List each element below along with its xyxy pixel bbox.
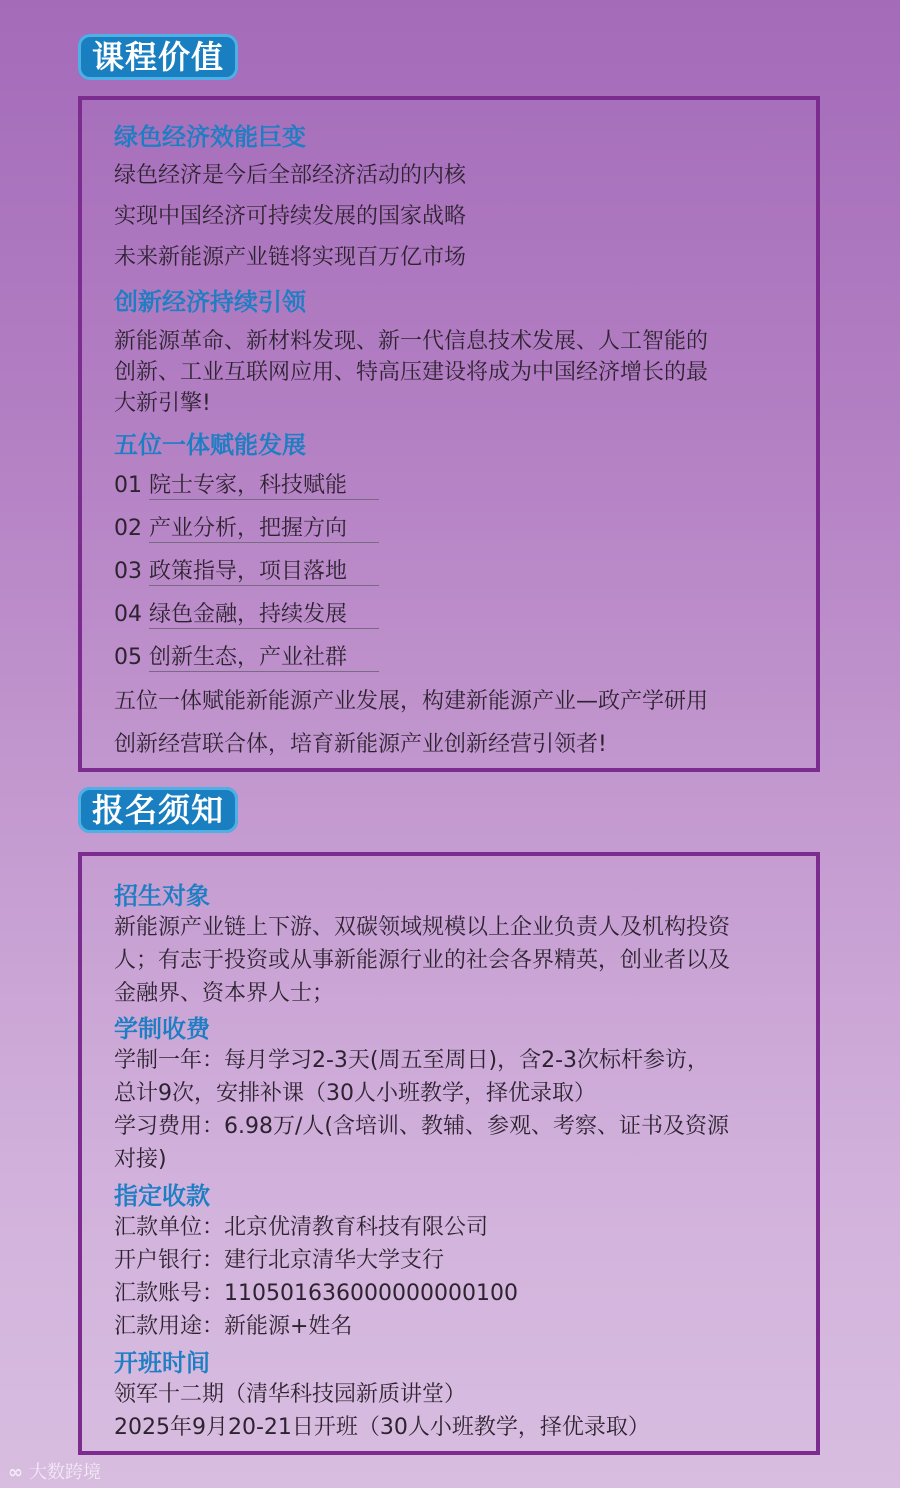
item-underline [149, 671, 379, 672]
heading-five-in-one: 五位一体赋能发展 [114, 431, 306, 459]
heading-green-economy: 绿色经济效能巨变 [114, 123, 306, 151]
text-line: 金融界、资本界人士； [114, 981, 335, 1006]
item-underline [149, 499, 379, 500]
text-line: 新能源革命、新材料发现、新一代信息技术发展、人工智能的 [114, 329, 709, 354]
text-line: 学习费用：6.98万/人(含培训、教辅、参观、考察、证书及资源 [114, 1114, 729, 1139]
text-line: 开户银行：建行北京清华大学支行 [114, 1248, 445, 1273]
section-title-text: 课程价值 [92, 38, 225, 76]
text-line: 领军十二期（清华科技园新质讲堂） [114, 1382, 467, 1407]
section-title-course-value [78, 34, 238, 80]
watermark-text: 大数跨境 [29, 1462, 101, 1483]
list-item: 02 产业分析，把握方向 [114, 516, 347, 541]
enrollment-panel [78, 852, 820, 1455]
item-underline [149, 542, 379, 543]
text-line: 2025年9月20-21日开班（30人小班教学，择优录取） [114, 1415, 650, 1440]
text-line: 五位一体赋能新能源产业发展，构建新能源产业—政产学研用 [114, 689, 709, 714]
list-item: 04 绿色金融，持续发展 [114, 602, 347, 627]
heading-schedule: 开班时间 [114, 1349, 210, 1377]
watermark [8, 1458, 101, 1484]
list-item: 01 院士专家，科技赋能 [114, 473, 347, 498]
text-line: 创新经营联合体，培育新能源产业创新经营引领者! [114, 732, 607, 757]
section-title-text: 报名须知 [92, 791, 225, 829]
section-title-enrollment [78, 787, 238, 833]
text-line: 大新引擎! [114, 391, 211, 416]
text-line: 新能源产业链上下游、双碳领域规模以上企业负责人及机构投资 [114, 915, 731, 940]
text-line: 学制一年：每月学习2-3天(周五至周日)，含2-3次标杆参访， [114, 1048, 710, 1073]
item-underline [149, 628, 379, 629]
heading-payment: 指定收款 [114, 1182, 210, 1210]
text-line: 实现中国经济可持续发展的国家战略 [114, 204, 467, 229]
heading-innovation-economy: 创新经济持续引领 [114, 288, 306, 316]
course-value-panel [78, 96, 820, 772]
text-line: 汇款账号：110501636000000000100 [114, 1281, 518, 1306]
item-underline [149, 585, 379, 586]
text-line: 人；有志于投资或从事新能源行业的社会各界精英，创业者以及 [114, 948, 731, 973]
text-line: 汇款用途：新能源+姓名 [114, 1314, 353, 1339]
text-line: 对接) [114, 1147, 167, 1172]
list-item: 03 政策指导，项目落地 [114, 559, 347, 584]
list-item: 05 创新生态，产业社群 [114, 645, 347, 670]
text-line: 未来新能源产业链将实现百万亿市场 [114, 245, 467, 270]
heading-fee: 学制收费 [114, 1015, 210, 1043]
watermark-logo-icon: ∞ [8, 1462, 23, 1483]
text-line: 汇款单位：北京优清教育科技有限公司 [114, 1215, 489, 1240]
heading-enroll-target: 招生对象 [114, 882, 210, 910]
text-line: 总计9次，安排补课（30人小班教学，择优录取） [114, 1081, 596, 1106]
text-line: 创新、工业互联网应用、特高压建设将成为中国经济增长的最 [114, 360, 709, 385]
text-line: 绿色经济是今后全部经济活动的内核 [114, 163, 467, 188]
